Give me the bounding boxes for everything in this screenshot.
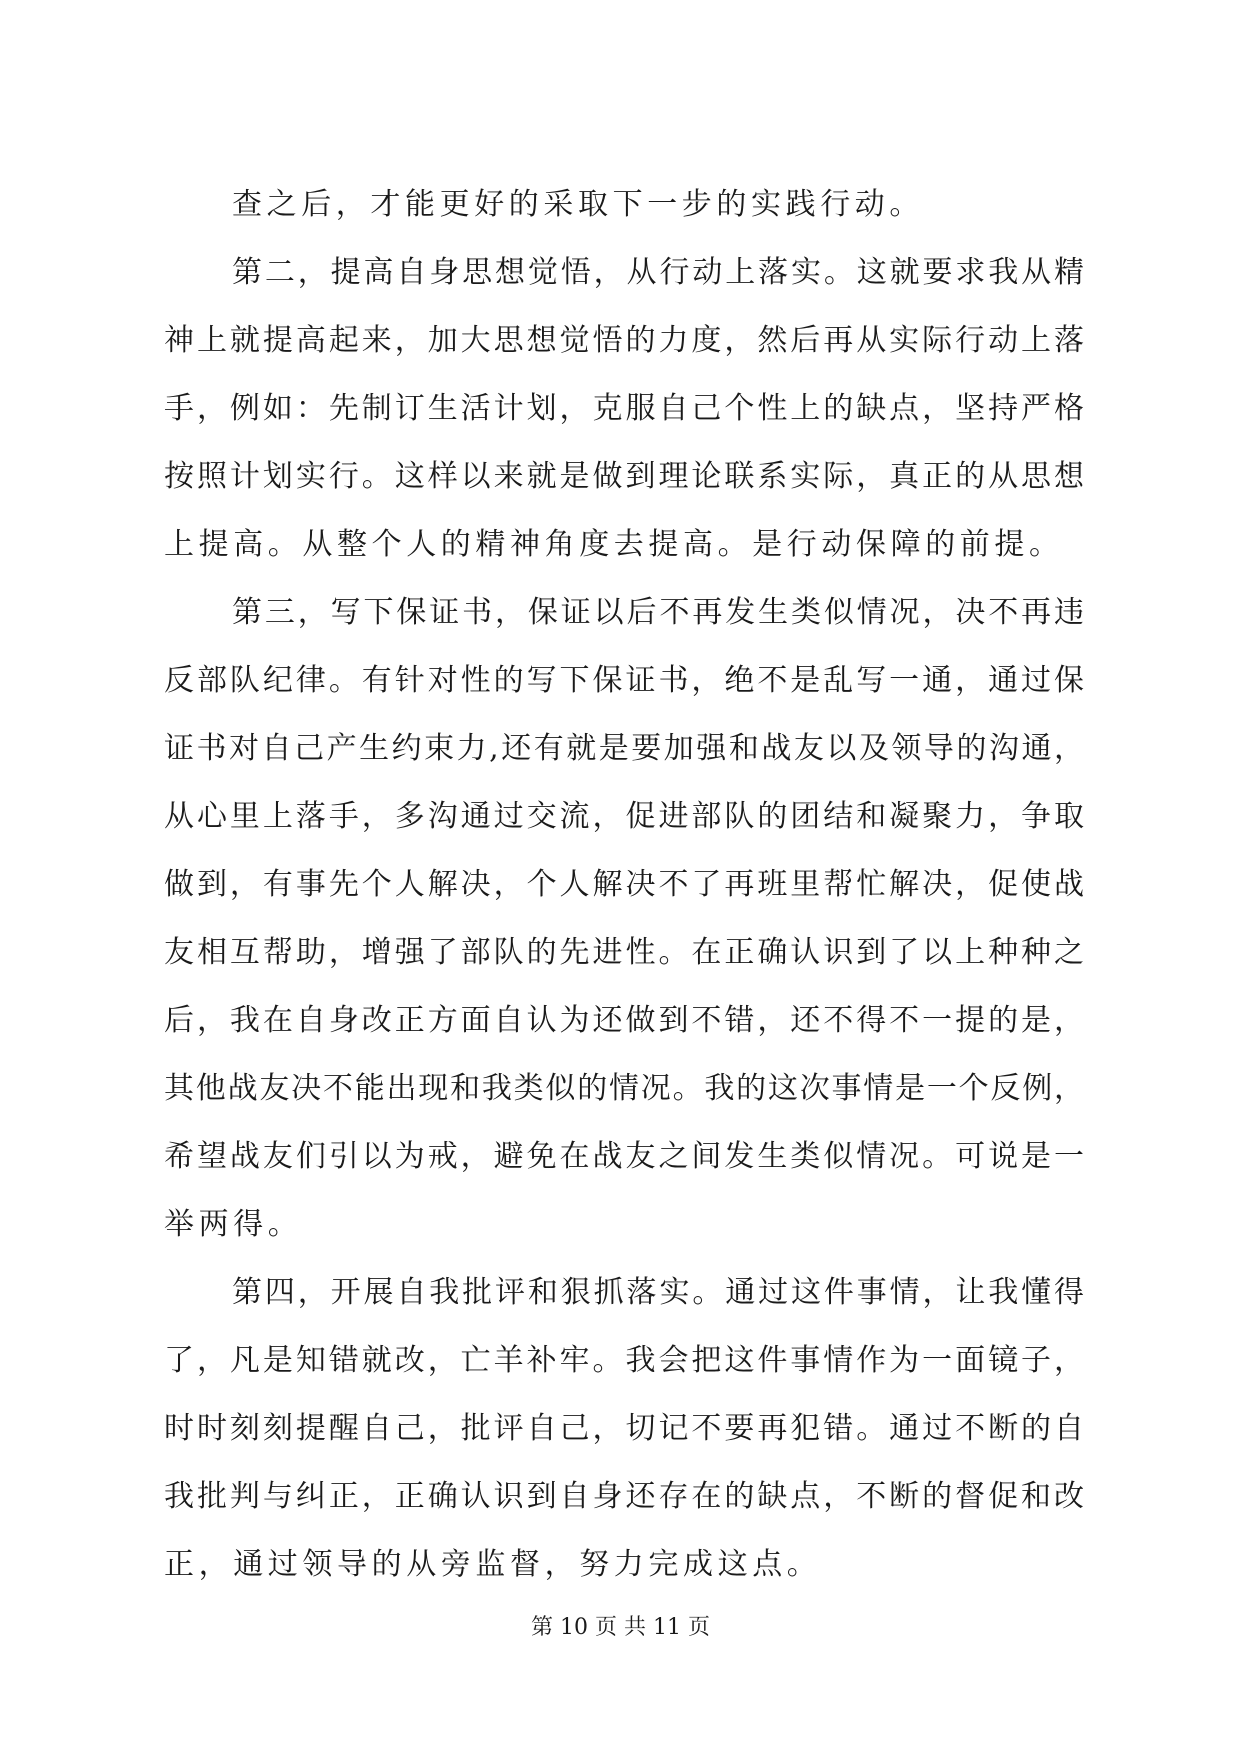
text-line: 正，通过领导的从旁监督，努力完成这点。 [164, 1547, 822, 1582]
text-line: 了，凡是知错就改，亡羊补牢。我会把这件事情作为一面镜子， [164, 1343, 1084, 1378]
document-body [164, 171, 1084, 1599]
text-line: 做到，有事先个人解决，个人解决不了再班里帮忙解决，促使战 [164, 867, 1084, 902]
text-line: 反部队纪律。有针对性的写下保证书，绝不是乱写一通，通过保 [164, 663, 1084, 698]
text-line: 其他战友决不能出现和我类似的情况。我的这次事情是一个反例， [164, 1071, 1084, 1106]
text-line: 从心里上落手，多沟通过交流，促进部队的团结和凝聚力，争取 [164, 799, 1084, 834]
text-line: 友相互帮助，增强了部队的先进性。在正确认识到了以上种种之 [164, 935, 1084, 970]
text-line: 上提高。从整个人的精神角度去提高。是行动保障的前提。 [164, 527, 1064, 562]
text-line: 神上就提高起来，加大思想觉悟的力度，然后再从实际行动上落 [164, 323, 1084, 358]
text-line: 时时刻刻提醒自己，批评自己，切记不要再犯错。通过不断的自 [164, 1411, 1084, 1446]
text-line: 希望战友们引以为戒，避免在战友之间发生类似情况。可说是一 [164, 1139, 1084, 1174]
text-line: 举两得。 [164, 1207, 303, 1242]
page-footer: 第 10 页 共 11 页 [531, 1615, 710, 1640]
text-line: 查之后，才能更好的采取下一步的实践行动。 [232, 187, 924, 222]
text-line: 证书对自己产生约束力,还有就是要加强和战友以及领导的沟通， [164, 731, 1084, 766]
text-line: 第三，写下保证书，保证以后不再发生类似情况，决不再违 [232, 595, 1084, 630]
text-line: 第二，提高自身思想觉悟，从行动上落实。这就要求我从精 [232, 255, 1084, 290]
text-line: 我批判与纠正，正确认识到自身还存在的缺点，不断的督促和改 [164, 1479, 1084, 1514]
text-line: 手，例如：先制订生活计划，克服自己个性上的缺点，坚持严格 [164, 391, 1084, 426]
text-line: 后，我在自身改正方面自认为还做到不错，还不得不一提的是， [164, 1003, 1084, 1038]
text-line: 第四，开展自我批评和狠抓落实。通过这件事情，让我懂得 [232, 1275, 1084, 1310]
text-line: 按照计划实行。这样以来就是做到理论联系实际，真正的从思想 [164, 459, 1084, 494]
